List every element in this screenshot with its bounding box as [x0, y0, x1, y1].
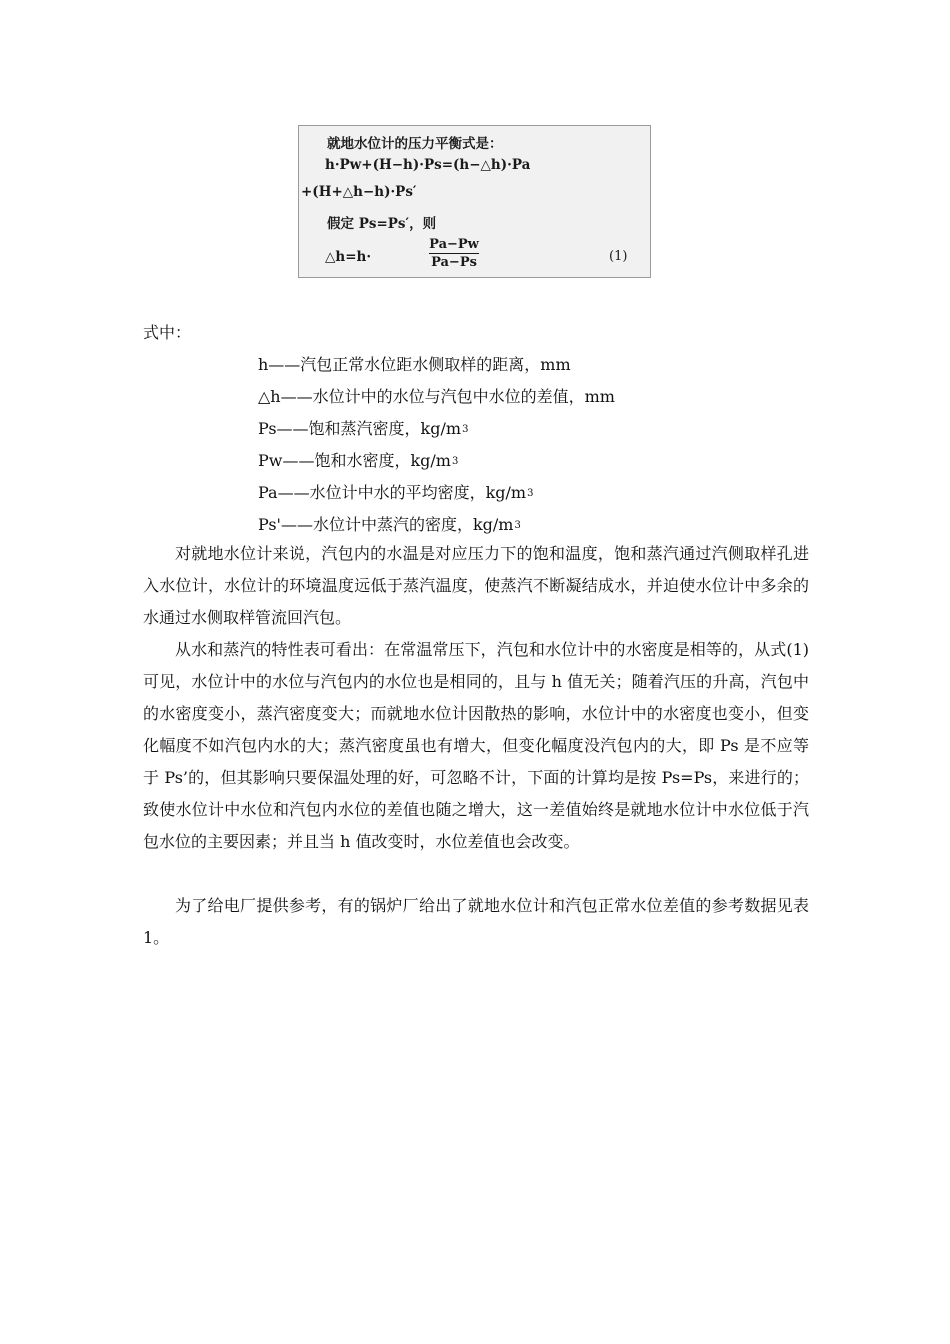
formula-line-equation: h·Pw+(H−h)·Ps=(h−△h)·Pa — [325, 157, 531, 173]
formula-line-continuation: +(H+△h−h)·Ps′ — [301, 184, 417, 200]
definition-text: Ps'——水位计中蒸汽的密度，kg/m — [258, 515, 514, 534]
formula-line-assumption: 假定 Ps=Ps′，则 — [327, 216, 437, 232]
definition-ps-prime — [258, 512, 521, 535]
definition-delta-h — [258, 384, 616, 407]
formula-line-title: 就地水位计的压力平衡式是： — [327, 136, 503, 152]
formula-image — [298, 125, 651, 278]
definition-pa — [258, 480, 533, 503]
paragraph-2: 从水和蒸汽的特性表可看出：在常温常压下，汽包和水位计中的水密度是相等的，从式(1)可见，水位计中的水位与汽包内的水位也是相同的，且与 h 值无关；随着汽压的升高，汽包中的水密度变小，蒸汽密度变大；而就地水位计因散热的影响，水位计中的水密度也变小，但变化幅度不如汽包内水的大；蒸汽密度虽也有增大，但变化幅度没汽包内的大，即 Ps 是不应等于 Ps’的，但其影响只要保温处理的好，可忽略不计，下面的计算均是按 Ps=Ps，来进行的；致使水位计中水位和汽包内水位的差值也随之增大，这一差值始终是就地水位计中水位低于汽包水位的主要因素；并且当 h 值改变时，水位差值也会改变。 — [143, 640, 809, 851]
equation-number: (1) — [609, 249, 628, 264]
definition-text: Pa——水位计中水的平均密度，kg/m — [258, 483, 527, 502]
formula-fraction — [429, 237, 479, 270]
fraction-denominator: Pa−Ps — [431, 255, 477, 270]
paragraph-3: 为了给电厂提供参考，有的锅炉厂给出了就地水位计和汽包正常水位差值的参考数据见表 1。 — [143, 896, 809, 947]
definition-sup: 3 — [514, 520, 521, 531]
fraction-numerator: Pa−Pw — [429, 237, 479, 252]
formula-line-result-lhs: △h=h· — [325, 249, 372, 265]
definition-sup: 3 — [451, 456, 459, 467]
where-label: 式中： — [143, 323, 192, 342]
definition-text: Ps——饱和蒸汽密度，kg/m — [258, 419, 462, 438]
definition-text: Pw——饱和水密度，kg/m — [258, 451, 451, 470]
definition-sup: 3 — [527, 488, 534, 499]
definition-ps — [258, 416, 468, 439]
definition-text: h——汽包正常水位距水侧取样的距离，mm — [258, 355, 571, 374]
paragraph-1: 对就地水位计来说，汽包内的水温是对应压力下的饱和温度，饱和蒸汽通过汽侧取样孔进入水位计，水位计的环境温度远低于蒸汽温度，使蒸汽不断凝结成水，并迫使水位计中多余的水通过水侧取样管流回汽包。 — [143, 544, 809, 627]
definition-h — [258, 352, 572, 375]
definition-sup: 3 — [462, 424, 469, 435]
definition-text: △h——水位计中的水位与汽包中水位的差值，mm — [258, 387, 615, 406]
definition-pw — [258, 448, 458, 471]
